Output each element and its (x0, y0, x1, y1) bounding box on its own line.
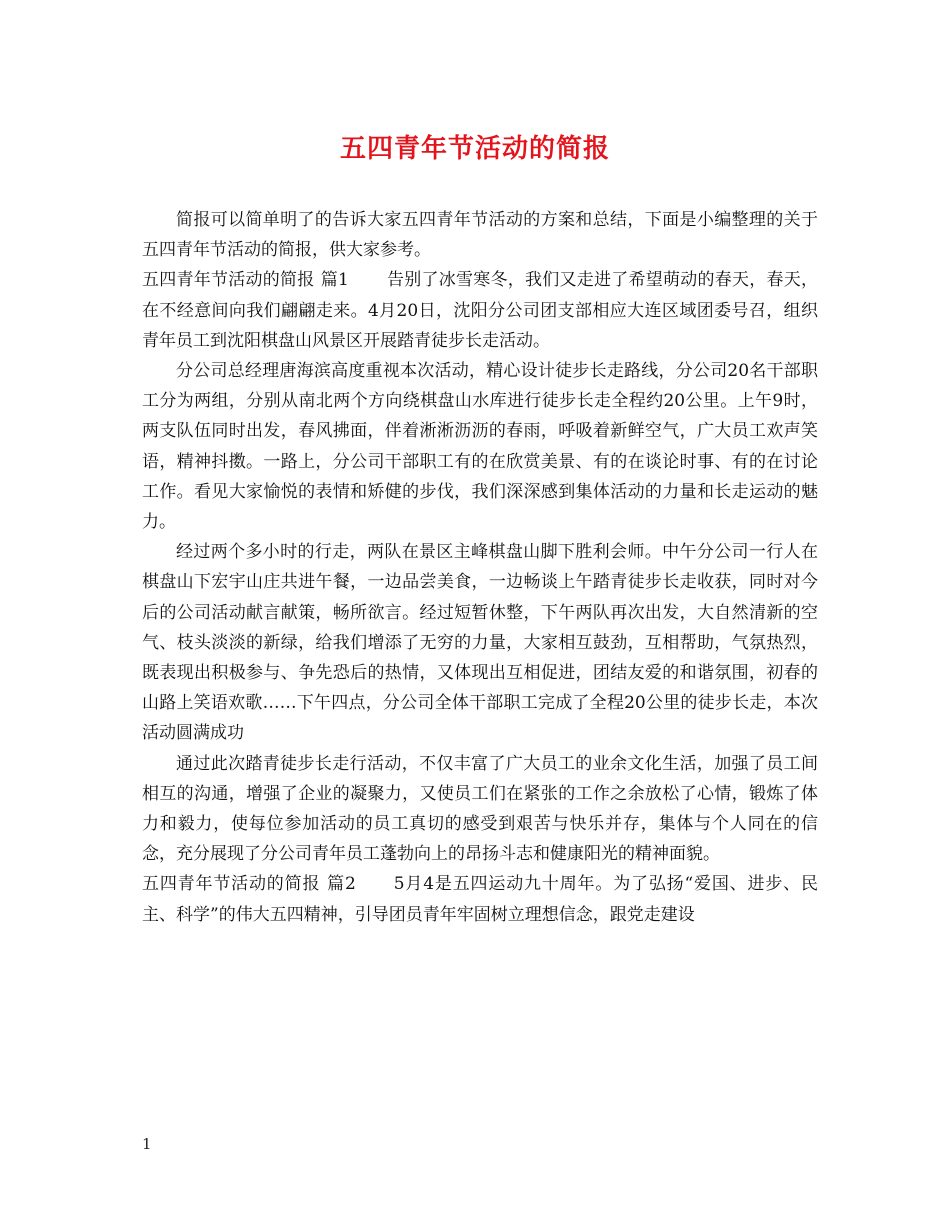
section-1-lead: 告别了冰雪寒冬，我们又走进了希望萌动的春天，春天，在不经意间向我们翩翩走来。4月20日，沈阳分公司团支部相应大连区域团委号召，组织青年员工到沈阳棋盘山风景区开展踏青徒步长走活动。 (142, 270, 818, 351)
page-number: 1 (142, 1135, 152, 1153)
section-2-heading: 五四青年节活动的简报 (142, 874, 321, 895)
section-2-lead: 5月4是五四运动九十周年。为了弘扬“爱国、进步、民主、科学”的伟大五四精神，引导团员青年牢固树立理想信念，跟党走建设 (142, 874, 818, 925)
document-title: 五四青年节活动的简报 (339, 134, 610, 164)
section-1-lead-paragraph (142, 265, 818, 356)
section-1-paragraph: 分公司总经理唐海滨高度重视本次活动，精心设计徒步长走路线，分公司20名干部职工分为两组，分别从南北两个方向绕棋盘山水库进行徒步长走全程约20公里。上午9时，两支队伍同时出发，春风拂面，伴着淅淅沥沥的春雨，呼吸着新鲜空气，广大员工欢声笑语，精神抖擞。一路上，分公司干部职工有的在欣赏美景、有的在谈论时事、有的在讨论工作。看见大家愉悦的表情和矫健的步伐，我们深深感到集体活动的力量和长走运动的魅力。 (142, 361, 818, 533)
section-2-lead-paragraph (142, 869, 818, 929)
document-body (142, 205, 818, 930)
section-2-label: 篇2 (326, 874, 356, 895)
section-1-label: 篇1 (320, 270, 349, 291)
section-1-paragraph: 通过此次踏青徒步长走行活动，不仅丰富了广大员工的业余文化生活，加强了员工间相互的沟通，增强了企业的凝聚力，又使员工们在紧张的工作之余放松了心情，锻炼了体力和毅力，使每位参加活动的员工真切的感受到艰苦与快乐并存，集体与个人同在的信念，充分展现了分公司青年员工蓬勃向上的昂扬斗志和健康阳光的精神面貌。 (142, 753, 818, 865)
intro-paragraph: 简报可以简单明了的告诉大家五四青年节活动的方案和总结，下面是小编整理的关于五四青年节活动的简报，供大家参考。 (142, 210, 818, 261)
section-1-paragraph: 经过两个多小时的行走，两队在景区主峰棋盘山脚下胜利会师。中午分公司一行人在棋盘山下宏宇山庄共进午餐，一边品尝美食，一边畅谈上午踏青徒步长走收获，同时对今后的公司活动献言献策，畅所欲言。经过短暂休整，下午两队再次出发，大自然清新的空气、枝头淡淡的新绿，给我们增添了无穷的力量，大家相互鼓劲，互相帮助，气氛热烈，既表现出积极参与、争先恐后的热情，又体现出互相促进，团结友爱的和谐氛围，初春的山路上笑语欢歌……下午四点，分公司全体干部职工完成了全程20公里的徒步长走，本次活动圆满成功 (142, 542, 818, 744)
section-1-heading: 五四青年节活动的简报 (142, 270, 315, 291)
